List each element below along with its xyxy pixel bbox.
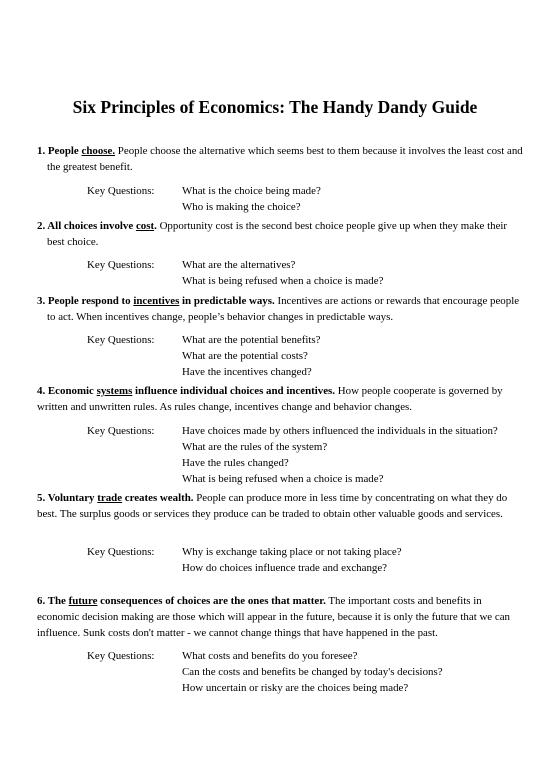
key-questions-label: Key Questions: (87, 259, 155, 271)
question-list (182, 544, 402, 576)
principle-2 (37, 218, 527, 250)
question: Have the rules changed? (182, 457, 289, 469)
principle-4-heading: 4. Economic systems influence individual choices and incentives. (37, 385, 336, 397)
question: Have the incentives changed? (182, 366, 312, 378)
question: Have choices made by others influenced the individuals in the situation? (182, 425, 498, 437)
key-questions-label: Key Questions: (87, 425, 155, 437)
principle-5 (37, 490, 517, 522)
principle-1 (37, 143, 527, 175)
principle-6-body: The important costs and benefits in economic decision making are those which will appear in the future, because it is only the future that we can influence. Sunk costs don't matter - we cannot change things that have happened in the past. (37, 595, 510, 639)
question: What are the potential costs? (182, 350, 308, 362)
key-questions-label: Key Questions: (87, 650, 155, 662)
question: What costs and benefits do you foresee? (182, 650, 358, 662)
principle-1-heading: 1. People choose. (37, 145, 116, 157)
principle-2-body: Opportunity cost is the second best choice people give up when they make their best choice. (47, 220, 508, 248)
principle-2-heading: 2. All choices involve cost. (37, 220, 157, 232)
question: What are the alternatives? (182, 259, 296, 271)
principle-1-body: People choose the alternative which seems best to them because it involves the least cost and the greatest benefit. (47, 145, 523, 173)
page-title: Six Principles of Economics: The Handy Dandy Guide (72, 97, 478, 117)
principle-3-heading: 3. People respond to incentives in predictable ways. (37, 295, 275, 307)
question-list (182, 257, 383, 289)
principle-3 (37, 293, 527, 325)
question-list (182, 332, 321, 380)
question-list (182, 423, 498, 487)
principle-6 (37, 593, 517, 641)
principle-5-heading: 5. Voluntary trade creates wealth. (37, 492, 194, 504)
principle-6-heading: 6. The future consequences of choices are the ones that matter. (37, 595, 326, 607)
question: Why is exchange taking place or not taking place? (182, 546, 402, 558)
question: What is being refused when a choice is made? (182, 473, 384, 485)
question: How uncertain or risky are the choices being made? (182, 682, 409, 694)
question: What are the rules of the system? (182, 441, 328, 453)
principle-4-body: How people cooperate is governed by written and unwritten rules. As rules change, incentives change and behavior changes. (37, 385, 503, 413)
question: Who is making the choice? (182, 201, 301, 213)
question-list (182, 648, 443, 696)
question: What is being refused when a choice is made? (182, 275, 384, 287)
principle-3-body: Incentives are actions or rewards that encourage people to act. When incentives change, people’s behavior changes in predictable ways. (47, 295, 520, 323)
key-questions-label: Key Questions: (87, 185, 155, 197)
question: What is the choice being made? (182, 185, 321, 197)
principle-4 (37, 383, 517, 415)
key-questions-label: Key Questions: (87, 334, 155, 346)
question: How do choices influence trade and exchange? (182, 562, 388, 574)
principle-5-body: People can produce more in less time by concentrating on what they do best. The surplus goods or services they produce can be traded to obtain other valuable goods and services. (37, 492, 508, 520)
question-list (182, 183, 321, 215)
question: What are the potential benefits? (182, 334, 321, 346)
question: Can the costs and benefits be changed by today's decisions? (182, 666, 443, 678)
key-questions-label: Key Questions: (87, 546, 155, 558)
